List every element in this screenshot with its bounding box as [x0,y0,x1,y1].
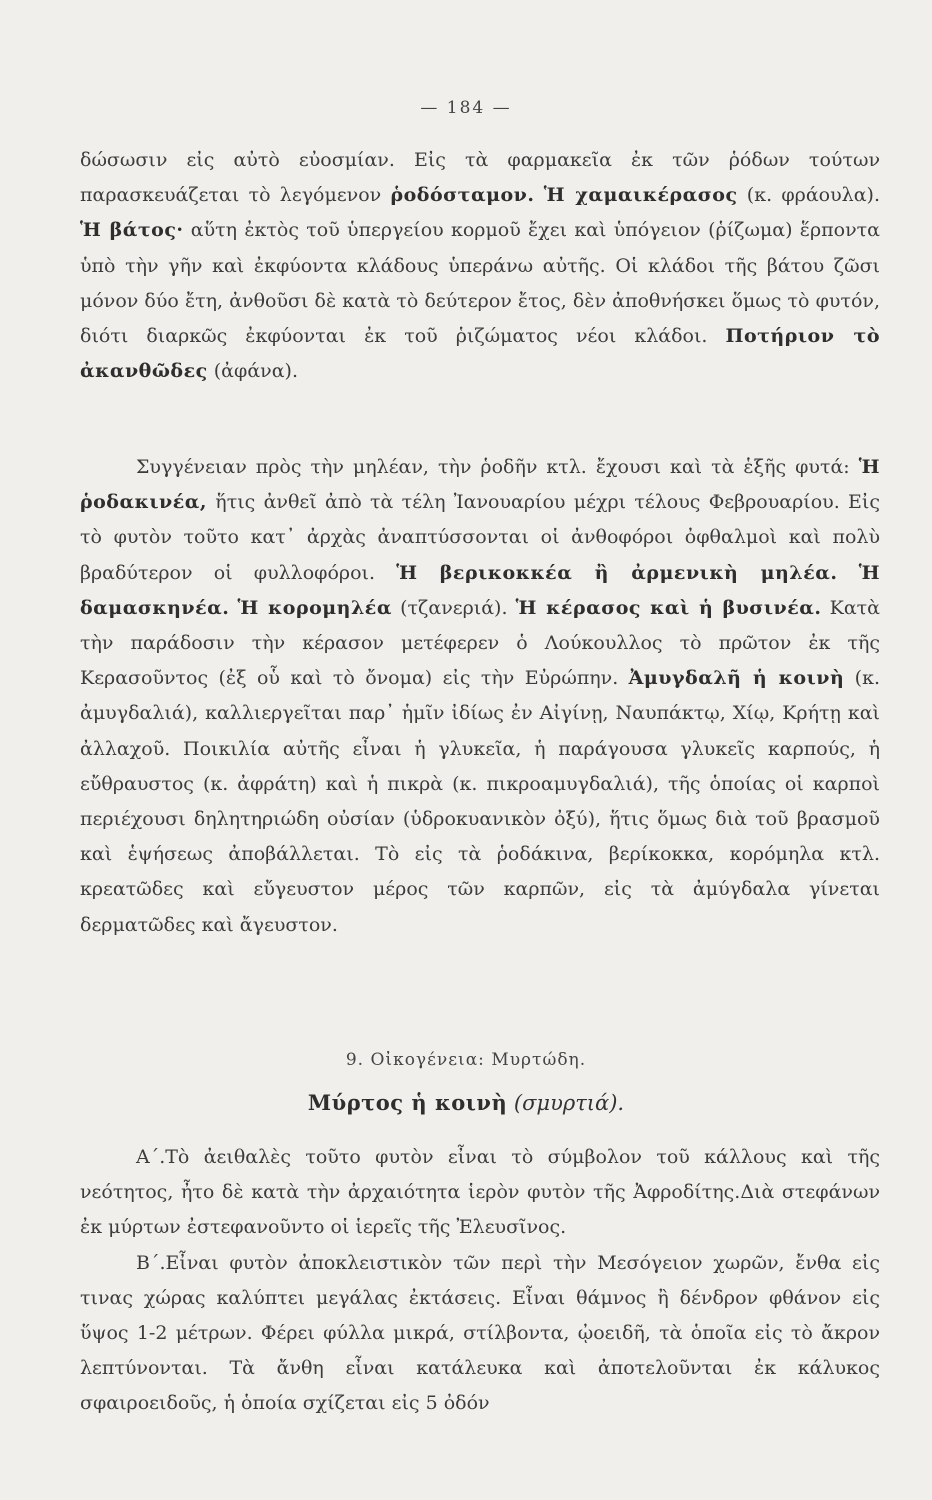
family-heading: 9. Οἰκογένεια: Μυρτώδη. [345,1050,587,1070]
species-common-name: (σμυρτιά). [513,1091,625,1115]
paragraph-rosaceae-continued [80,143,880,389]
text-run: Συγγένειαν πρὸς τὴν μηλέαν, τὴν ῥοδῆν κτλ. ἔχουσι καὶ τὰ ἑξῆς φυτά: [136,456,859,478]
bold-term: Ἡ ῥοδακινέα, [80,456,880,514]
paragraph [80,450,880,943]
text-run: (κ. φράουλα). [737,184,880,207]
bold-term: Ἡ δαμασκηνέα. [80,561,880,619]
text-run [534,184,543,206]
bold-term: Ἀμυγδαλῆ ἡ κοινὴ [628,667,845,690]
paragraph-related-plants [80,450,880,943]
text-run: (ἀφάνα). [207,360,298,383]
text-run: (κ. ἀμυγδαλιά), καλλιεργεῖται παρ᾽ ἡμῖν ἰδίως ἐν Αἰγίνῃ, Ναυπάκτῳ, Χίῳ, Κρήτῃ καὶ ἀλλαχοῦ. Ποικιλία αὐτῆς εἶναι ἡ γλυκεῖα, ἡ παράγουσα γλυκεῖς καρπούς, ἡ εὔθραυστος (κ. ἀφράτη) καὶ ἡ πικρὰ (κ. πικροαμυγδαλιά), τῆς ὁποίας οἱ καρποὶ περιέχουσι δηλητηριώδη οὐσίαν (ὑδροκυανικὸν ὀξύ), ἥτις ὅμως διὰ τοῦ βρασμοῦ καὶ ἑψήσεως ἀποβάλλεται. Τὸ εἰς τὰ ῥοδάκινα, βερίκοκκα, κορόμηλα κτλ. κρεατῶδες καὶ εὔγευστον μέρος τῶν καρπῶν, εἰς τὰ ἀμύγδαλα γίνεται δερματῶδες καὶ ἄγευστον. [80,667,881,936]
bold-term: Ἡ κέρασος καὶ ἡ βυσινέα. [515,596,822,619]
paragraph-a: Α΄.Τὸ ἀειθαλὲς τοῦτο φυτὸν εἶναι τὸ σύμβολον τοῦ κάλλους καὶ τῆς νεότητος, ἦτο δὲ κατὰ τὴν ἀρχαιότητα ἱερὸν φυτὸν τῆς Ἀφροδίτης.Διὰ στεφάνων ἐκ μύρτων ἐστεφανοῦντο οἱ ἱερεῖς τῆς Ἐλευσῖνος. [80,1146,880,1239]
text-run [229,597,237,619]
text-run: δώσωσιν εἰς αὐτὸ εὐοσμίαν. Εἰς τὰ φαρμακεῖα ἐκ τῶν ῥόδων τούτων παρασκευάζεται τὸ λεγόμενον [80,149,880,207]
bold-term: Ἡ βερικοκκέα ἢ ἀρμενικὴ μηλέα. [396,561,838,584]
paragraph-b: Β΄.Εἶναι φυτὸν ἀποκλειστικὸν τῶν περὶ τὴν Μεσόγειον χωρῶν, ἔνθα εἰς τινας χώρας καλύπτει μεγάλας ἐκτάσεις. Εἶναι θάμνος ἢ δένδρον φθάνον εἰς ὕψος 1-2 μέτρων. Φέρει φύλλα μικρά, στίλβοντα, ᾠοειδῆ, τὰ ὁποῖα εἰς τὸ ἄκρον λεπτύνονται. Τὰ ἄνθη εἶναι κατάλευκα καὶ ἀποτελοῦνται ἐκ κάλυκος σφαιροειδοῦς, ἡ ὁποία σχίζεται εἰς 5 ὀδόν [80,1251,880,1415]
bold-term: ῥοδόσταμον. [390,184,535,207]
text-run: αὕτη ἐκτὸς τοῦ ὑπεργείου κορμοῦ ἔχει καὶ ὑπόγειον (ῥίζωμα) ἕρποντα ὑπὸ τὴν γῆν καὶ ἐκφύοντα κλάδους ὑπεράνω αὐτῆς. Οἱ κλάδοι τῆς βάτου ζῶσι μόνον δύο ἔτη, ἀνθοῦσι δὲ κατὰ τὸ δεύτερον ἔτος, δὲν ἀποθνήσκει ὅμως τὸ φυτόν, διότι διαρκῶς ἐκφύονται ἐκ τοῦ ῥιζώματος νέοι κλάδοι. [80,219,880,348]
page-number: — 184 — [420,98,512,118]
text-run [837,562,858,584]
bold-term: Ἡ κορομηλέα [237,596,392,619]
text-run: (τζανεριά). [391,596,516,619]
bold-term: Ποτήριον τὸ ἀκανθῶδες [80,325,880,383]
bold-term: Ἡ χαμαικέρασος [543,184,738,207]
text-run: Κατὰ τὴν παράδοσιν τὴν κέρασον μετέφερεν ὁ Λούκουλλος τὸ πρῶτον ἐκ τῆς Κερασοῦντος (ἐξ οὗ καὶ τὸ ὄνομα) εἰς τὴν Εὐρώπην. [80,596,881,690]
text-run: ἥτις ἀνθεῖ ἀπὸ τὰ τέλη Ἰανουαρίου μέχρι τέλους Φεβρουαρίου. Εἰς τὸ φυτὸν τοῦτο κατ᾽ ἀρχὰς ἀναπτύσσονται οἱ ἀνθοφόροι ὀφθαλμοὶ καὶ πολὺ βραδύτερον οἱ φυλλοφόροι. [80,491,880,584]
paragraph-myrtle [80,1140,880,1422]
bold-term: Ἡ βάτος· [80,219,184,242]
paragraph [80,143,880,389]
species-heading [0,1090,932,1115]
species-name: Μύρτος ἡ κοινὴ [307,1090,508,1115]
